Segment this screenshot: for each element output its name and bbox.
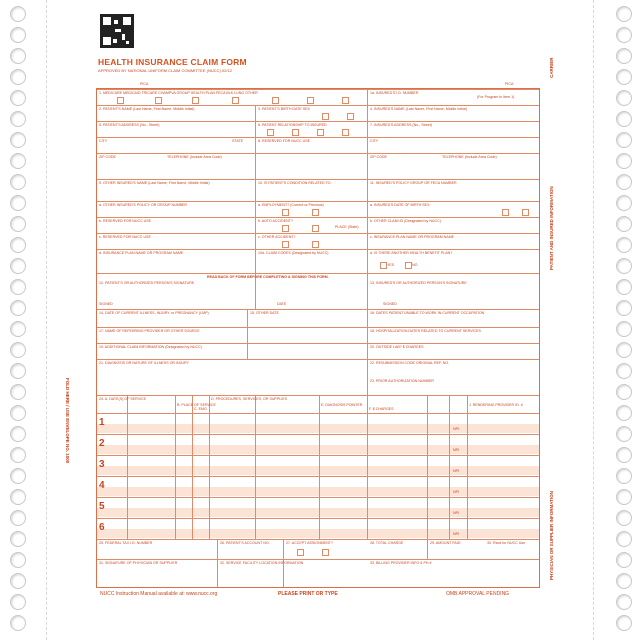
tractor-feed-hole: [616, 426, 632, 442]
rule: [97, 343, 539, 344]
tractor-feed-hole: [616, 510, 632, 526]
field-23: 23. PRIOR AUTHORIZATION NUMBER: [370, 379, 434, 383]
rule: [97, 249, 539, 250]
field-19: 19. ADDITIONAL CLAIM INFORMATION (Designated by NUCC): [99, 345, 202, 349]
rule: [97, 395, 539, 396]
read-back-note: READ BACK OF FORM BEFORE COMPLETING & SIGNING THIS FORM.: [207, 275, 329, 279]
field-7: 7. INSURED'S ADDRESS (No., Street): [370, 123, 432, 127]
left-perforation: [46, 0, 47, 640]
field-17: 17. NAME OF REFERRING PROVIDER OR OTHER SOURCE: [99, 329, 200, 333]
checkbox-tricare[interactable]: [192, 97, 199, 104]
rule: [97, 518, 539, 519]
service-line-number: 2: [99, 438, 105, 449]
field-1: 1. MEDICARE MEDICAID TRICARE CHAMPVA GROUP HEALTH PLAN FECA BLK LUNG OTHER: [99, 91, 258, 95]
tractor-feed-hole: [10, 363, 26, 379]
footer-print: PLEASE PRINT OR TYPE: [278, 591, 338, 597]
service-line-number: 4: [99, 480, 105, 491]
tractor-feed-hole: [616, 321, 632, 337]
tractor-feed-hole: [10, 237, 26, 253]
patient-insured-label: PATIENT AND INSURED INFORMATION: [549, 186, 554, 270]
tractor-feed-hole: [616, 237, 632, 253]
tractor-feed-hole: [10, 573, 26, 589]
shaded-line: [97, 445, 539, 454]
rule: [97, 359, 539, 360]
tractor-feed-hole: [616, 552, 632, 568]
checkbox-child[interactable]: [317, 129, 324, 136]
column-rule: [427, 395, 428, 539]
npi-label: NPI: [453, 427, 459, 431]
tractor-feed-hole: [616, 594, 632, 610]
field-10a: a. EMPLOYMENT? (Current or Previous): [258, 203, 324, 207]
checkbox-medicaid[interactable]: [155, 97, 162, 104]
checkbox-auto-no[interactable]: [312, 225, 319, 232]
npi-label: NPI: [453, 469, 459, 473]
tractor-feed-hole: [10, 405, 26, 421]
shaded-line: [97, 529, 539, 538]
field-28: 28. TOTAL CHARGE: [370, 541, 404, 545]
tractor-feed-hole: [616, 489, 632, 505]
tractor-feed-hole: [10, 447, 26, 463]
field-2: 2. PATIENT'S NAME (Last Name, First Name, Middle Initial): [99, 107, 195, 111]
tractor-feed-hole: [616, 363, 632, 379]
tractor-feed-hole: [10, 90, 26, 106]
field-14: 14. DATE OF CURRENT ILLNESS, INJURY, or PREGNANCY (LMP): [99, 311, 209, 315]
field-20: 20. OUTSIDE LAB? $ CHARGES: [370, 345, 424, 349]
tractor-feed-hole: [616, 447, 632, 463]
field-9c: c. RESERVED FOR NUCC USE: [99, 235, 151, 239]
column-rule: [449, 395, 450, 539]
field-22: 22. RESUBMISSION CODE ORIGINAL REF. NO.: [370, 361, 450, 365]
rule: [97, 476, 539, 477]
right-perforation: [593, 0, 594, 640]
tractor-feed-hole: [10, 216, 26, 232]
column-rule: [319, 395, 320, 539]
field-24c: C. EMG: [194, 407, 207, 411]
field-18: 18. HOSPITALIZATION DATES RELATED TO CURRENT SERVICES: [370, 329, 481, 333]
tractor-feed-hole: [10, 6, 26, 22]
rule: [97, 89, 539, 90]
left-tractor-strip: [0, 0, 34, 640]
rule: [97, 273, 539, 274]
npi-label: NPI: [453, 448, 459, 452]
field-24a: 24. A. DATE(S) OF SERVICE: [99, 397, 146, 401]
rule: [97, 121, 539, 122]
column-rule: [367, 309, 368, 395]
field-5: 5. PATIENT'S ADDRESS (No., Street): [99, 123, 160, 127]
tractor-feed-hole: [616, 174, 632, 190]
tractor-feed-hole: [616, 216, 632, 232]
column-rule: [247, 309, 248, 359]
column-rule: [209, 395, 210, 539]
field-telephone: TELEPHONE (Include Area Code): [167, 155, 222, 159]
field-10: 10. IS PATIENT'S CONDITION RELATED TO:: [258, 181, 332, 185]
shaded-line: [97, 424, 539, 433]
field-26: 26. PATIENT'S ACCOUNT NO.: [220, 541, 270, 545]
tractor-feed-hole: [10, 153, 26, 169]
checkbox-other-accident-no[interactable]: [312, 241, 319, 248]
shaded-line: [97, 466, 539, 475]
pica-left: PICA: [140, 82, 149, 86]
signed-label-insured: SIGNED: [383, 302, 397, 306]
checkbox-other[interactable]: [342, 97, 349, 104]
date-label: DATE: [277, 302, 287, 306]
column-rule: [255, 395, 256, 539]
field-33: 33. BILLING PROVIDER INFO & PH #: [370, 561, 432, 565]
checkbox-insured-sex-m[interactable]: [502, 209, 509, 216]
tractor-feed-hole: [616, 405, 632, 421]
checkbox-spouse[interactable]: [292, 129, 299, 136]
checkbox-medicare[interactable]: [117, 97, 124, 104]
tractor-feed-hole: [616, 468, 632, 484]
field-15: 15. OTHER DATE: [250, 311, 279, 315]
tractor-feed-hole: [616, 342, 632, 358]
column-rule: [217, 539, 218, 587]
service-line-number: 3: [99, 459, 105, 470]
rule: [97, 179, 539, 180]
field-11b: b. OTHER CLAIM ID (Designated by NUCC): [370, 219, 441, 223]
checkbox-group[interactable]: [272, 97, 279, 104]
field-11d-no: NO: [412, 263, 418, 267]
tractor-feed-hole: [10, 342, 26, 358]
field-11d: d. IS THERE ANOTHER HEALTH BENEFIT PLAN?: [370, 251, 453, 255]
field-3: 3. PATIENT'S BIRTH DATE SEX: [258, 107, 310, 111]
checkbox-accept-no[interactable]: [322, 549, 329, 556]
tractor-feed-hole: [616, 615, 632, 631]
npi-label: NPI: [453, 532, 459, 536]
tractor-feed-hole: [10, 489, 26, 505]
column-rule: [367, 395, 368, 539]
npi-label: NPI: [453, 511, 459, 515]
field-11c: c. INSURANCE PLAN NAME OR PROGRAM NAME: [370, 235, 455, 239]
tractor-feed-hole: [616, 90, 632, 106]
column-rule: [192, 395, 193, 539]
field-24b: B. PLACE OF SERVICE: [177, 403, 216, 407]
tractor-feed-hole: [616, 300, 632, 316]
checkbox-accept-yes[interactable]: [297, 549, 304, 556]
field-30: 30. Rsvd for NUCC Use: [487, 541, 526, 545]
carrier-label: CARRIER: [549, 57, 554, 78]
right-tractor-strip: [606, 0, 640, 640]
checkbox-other-rel[interactable]: [342, 129, 349, 136]
tractor-feed-hole: [10, 27, 26, 43]
field-25: 25. FEDERAL TAX I.D. NUMBER: [99, 541, 153, 545]
checkbox-sex-f[interactable]: [347, 113, 354, 120]
field-telephone-insured: TELEPHONE (Include Area Code): [442, 155, 497, 159]
field-24e: E. DIAGNOSIS POINTER: [321, 403, 363, 407]
field-9: 9. OTHER INSURED'S NAME (Last Name, First Name, Middle Initial): [99, 181, 210, 185]
checkbox-sex-m[interactable]: [322, 113, 329, 120]
tractor-feed-hole: [10, 300, 26, 316]
field-9b: b. RESERVED FOR NUCC USE: [99, 219, 152, 223]
tractor-feed-hole: [10, 69, 26, 85]
rule: [97, 105, 539, 106]
tractor-feed-hole: [10, 195, 26, 211]
section-divider: [97, 309, 539, 310]
field-zip: ZIP CODE: [99, 155, 116, 159]
tractor-feed-hole: [10, 510, 26, 526]
tractor-feed-hole: [10, 279, 26, 295]
field-12: 12. PATIENT'S OR AUTHORIZED PERSON'S SIGNATURE: [99, 281, 195, 285]
rule: [97, 201, 539, 202]
field-city: CITY: [99, 139, 108, 143]
column-rule: [427, 539, 428, 559]
tractor-feed-hole: [616, 27, 632, 43]
field-24d: D. PROCEDURES, SERVICES, OR SUPPLIES: [211, 397, 288, 401]
tractor-feed-hole: [10, 552, 26, 568]
tractor-feed-hole: [616, 279, 632, 295]
field-state: STATE: [232, 139, 244, 143]
tractor-feed-hole: [10, 468, 26, 484]
column-rule: [175, 395, 176, 539]
footer-omb: OMB APPROVAL PENDING: [446, 591, 510, 597]
shaded-line: [97, 508, 539, 517]
column-rule: [467, 395, 468, 539]
rule: [97, 153, 539, 154]
field-11: 11. INSURED'S POLICY GROUP OR FECA NUMBER: [370, 181, 457, 185]
tractor-feed-hole: [616, 195, 632, 211]
form-title: HEALTH INSURANCE CLAIM FORM: [98, 57, 247, 67]
physician-supplier-label: PHYSICIAN OR SUPPLIER INFORMATION: [549, 491, 554, 580]
field-11a: a. INSURED'S DATE OF BIRTH SEX: [370, 203, 430, 207]
field-29: 29. AMOUNT PAID: [430, 541, 461, 545]
tractor-feed-hole: [10, 531, 26, 547]
rule: [97, 137, 539, 138]
checkbox-employment-yes[interactable]: [282, 209, 289, 216]
field-13: 13. INSURED'S OR AUTHORIZED PERSON'S SIGNATURE: [370, 281, 467, 285]
checkbox-other-accident-yes[interactable]: [282, 241, 289, 248]
rule: [97, 434, 539, 435]
field-32: 32. SERVICE FACILITY LOCATION INFORMATION: [220, 561, 304, 565]
checkbox-auto-yes[interactable]: [282, 225, 289, 232]
field-10b: b. AUTO ACCIDENT?: [258, 219, 293, 223]
npi-label: NPI: [453, 490, 459, 494]
tractor-feed-hole: [616, 531, 632, 547]
rule: [97, 413, 539, 414]
field-6: 6. PATIENT RELATIONSHIP TO INSURED: [258, 123, 327, 127]
footer-nucc: NUCC Instruction Manual available at: www.nucc.org: [100, 591, 218, 597]
rule: [97, 539, 539, 540]
field-9d: d. INSURANCE PLAN NAME OR PROGRAM NAME: [99, 251, 184, 255]
checkbox-employment-no[interactable]: [312, 209, 319, 216]
tractor-feed-hole: [616, 153, 632, 169]
field-1a: 1a. INSURED'S I.D. NUMBER: [370, 91, 419, 95]
checkbox-feca[interactable]: [307, 97, 314, 104]
field-31: 31. SIGNATURE OF PHYSICIAN OR SUPPLIER: [99, 561, 178, 565]
tractor-feed-hole: [10, 132, 26, 148]
signed-label: SIGNED: [99, 302, 113, 306]
tractor-feed-hole: [616, 384, 632, 400]
service-line-number: 5: [99, 501, 105, 512]
approval-line: APPROVED BY NATIONAL UNIFORM CLAIM COMMITTEE (NUCC) 02/12: [98, 68, 232, 73]
rule: [97, 233, 539, 234]
field-10d: 10d. CLAIM CODES (Designated by NUCC): [258, 251, 329, 255]
qr-code: [100, 14, 134, 48]
field-24j: J. RENDERING PROVIDER ID. #: [469, 403, 523, 407]
field-11d-yes: YES: [387, 263, 395, 267]
claim-form-grid: [96, 88, 540, 588]
tractor-feed-hole: [10, 426, 26, 442]
field-9a: a. OTHER INSURED'S POLICY OR GROUP NUMBER: [99, 203, 188, 207]
field-4: 4. INSURED'S NAME (Last Name, First Name, Middle Initial): [370, 107, 467, 111]
rule: [97, 327, 539, 328]
tractor-feed-hole: [10, 258, 26, 274]
rule: [97, 497, 539, 498]
field-21: 21. DIAGNOSIS OR NATURE OF ILLNESS OR INJURY: [99, 361, 189, 365]
field-27: 27. ACCEPT ASSIGNMENT?: [286, 541, 333, 545]
tractor-feed-hole: [616, 111, 632, 127]
service-line-number: 6: [99, 522, 105, 533]
tractor-feed-hole: [10, 111, 26, 127]
rule: [97, 217, 539, 218]
checkbox-11d-yes[interactable]: [380, 262, 387, 269]
field-place: PLACE (State): [335, 225, 359, 229]
checkbox-insured-sex-f[interactable]: [522, 209, 529, 216]
checkbox-champva[interactable]: [232, 97, 239, 104]
service-line-number: 1: [99, 417, 105, 428]
field-10c: c. OTHER ACCIDENT?: [258, 235, 296, 239]
pica-right: PICA: [505, 82, 514, 86]
field-16: 16. DATES PATIENT UNABLE TO WORK IN CURRENT OCCUPATION: [370, 311, 485, 315]
tractor-feed-hole: [10, 174, 26, 190]
tractor-feed-hole: [10, 615, 26, 631]
tractor-feed-hole: [616, 6, 632, 22]
field-8: 8. RESERVED FOR NUCC USE: [258, 139, 311, 143]
tractor-feed-hole: [616, 48, 632, 64]
field-city-insured: CITY: [370, 139, 379, 143]
column-rule: [367, 89, 368, 309]
shaded-line: [97, 487, 539, 496]
fold-label: FOLD HERE / USE ENVELOPE NO. 1000: [65, 378, 70, 464]
rule: [97, 559, 539, 560]
tractor-feed-hole: [10, 384, 26, 400]
field-zip-insured: ZIP CODE: [370, 155, 387, 159]
field-24f: F. $ CHARGES: [369, 407, 394, 411]
checkbox-11d-no[interactable]: [405, 262, 412, 269]
column-rule: [127, 395, 128, 539]
tractor-feed-hole: [616, 573, 632, 589]
tractor-feed-hole: [10, 48, 26, 64]
tractor-feed-hole: [10, 594, 26, 610]
rule: [97, 455, 539, 456]
tractor-feed-hole: [616, 132, 632, 148]
tractor-feed-hole: [616, 258, 632, 274]
checkbox-self[interactable]: [267, 129, 274, 136]
tractor-feed-hole: [10, 321, 26, 337]
tractor-feed-hole: [616, 69, 632, 85]
field-1a-note: (For Program in Item 1): [477, 95, 515, 99]
